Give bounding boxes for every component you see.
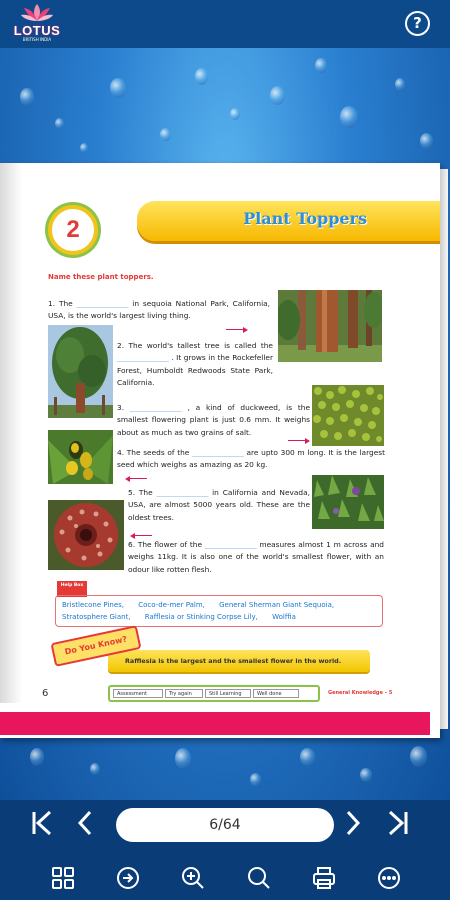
arrow-right-icon	[288, 438, 310, 444]
arrow-right-icon	[226, 327, 248, 333]
water-drop	[410, 746, 427, 767]
water-drop	[395, 78, 405, 91]
page-footer-bar	[0, 712, 430, 735]
book-title: General Knowledge – 5	[328, 690, 393, 696]
answer-blank: ______________	[156, 488, 209, 497]
water-drop	[420, 133, 433, 149]
help-button[interactable]	[405, 11, 430, 36]
page-navigation	[0, 800, 450, 854]
lotus-icon	[20, 3, 54, 23]
assessment-bar	[108, 685, 320, 702]
water-drop	[270, 86, 285, 105]
answer-blank: ______________	[204, 540, 257, 549]
first-page-icon	[30, 808, 56, 838]
coco-de-mer-photo	[48, 430, 113, 484]
zoom-in-button[interactable]	[181, 866, 205, 890]
tallest-tree-photo	[48, 325, 113, 418]
help-word: Stratosphere Giant,	[62, 613, 131, 621]
did-you-know-text: Rafflesia is the largest and the smallest flower in the world.	[125, 657, 342, 665]
answer-blank: ______________	[129, 403, 182, 412]
last-page-button[interactable]	[382, 808, 412, 846]
water-drop	[20, 88, 34, 106]
help-word: Bristlecone Pines,	[62, 601, 124, 609]
water-drop	[80, 143, 88, 153]
chapter-title: Plant Toppers	[243, 209, 367, 228]
help-word: Coco-de-mer Palm,	[138, 601, 205, 609]
answer-blank: ______________	[76, 299, 129, 308]
question-1: 1. The ______________ in sequoia National Park, California, USA, is the world's largest living thing.	[48, 299, 271, 321]
arrow-left-icon	[125, 476, 147, 482]
water-drop	[340, 106, 358, 128]
goto-icon	[116, 866, 140, 890]
grid-icon	[51, 866, 75, 890]
assessment-label: Assessment	[113, 689, 163, 698]
question-6: 6. The flower of the ______________ measures almost 1 m across and weighs 11kg. It is also one of the world's smallest flower, with an odour like rotten flesh.	[128, 540, 384, 574]
chevron-left-icon	[75, 808, 95, 838]
print-button[interactable]	[312, 866, 336, 890]
water-drop	[110, 78, 126, 98]
logo-subtext: BRITISH INDIA	[22, 37, 52, 42]
water-drop	[160, 128, 171, 141]
chapter-banner	[137, 201, 440, 241]
page-number: 6	[42, 688, 49, 699]
question-4: 4. The seeds of the ______________ are upto 300 m long. It is the largest seed which weighs as amazing as 20 kg.	[117, 448, 385, 470]
app-logo[interactable]	[10, 3, 64, 45]
zoom-in-icon	[181, 866, 205, 890]
search-button[interactable]	[247, 866, 271, 890]
assessment-well-done: Well done	[253, 689, 299, 698]
more-options-button[interactable]	[377, 866, 401, 890]
more-icon	[377, 866, 401, 890]
wolffia-photo	[312, 385, 384, 446]
page-edge	[440, 169, 448, 729]
giant-sequoia-photo	[278, 290, 382, 362]
goto-page-button[interactable]	[116, 866, 140, 890]
question-3: 3. ______________ , a kind of duckweed, is the smallest flowering plant is just 0.6 mm. It weighs about as much as two grains of salt.	[117, 403, 310, 437]
water-drop	[250, 773, 261, 786]
page-indicator[interactable]: 6/64	[116, 808, 334, 842]
search-icon	[247, 866, 271, 890]
water-drop	[195, 68, 208, 85]
answer-blank: ______________	[192, 448, 244, 457]
chapter-number: 2	[48, 205, 98, 255]
help-word: Wolffia	[272, 613, 296, 621]
water-drop	[230, 108, 240, 120]
bristlecone-pine-photo	[312, 475, 384, 529]
last-page-icon	[384, 808, 410, 838]
chevron-right-icon	[343, 808, 363, 838]
help-box	[55, 595, 383, 627]
did-you-know-badge: Do You Know?	[50, 625, 141, 667]
book-page[interactable]	[0, 163, 440, 738]
instruction-text: Name these plant toppers.	[48, 273, 154, 281]
page-fold	[0, 163, 22, 703]
print-icon	[312, 866, 336, 890]
question-2: 2. The world's tallest tree is called the ______________ . It grows in the Rockefeller Forest, Humboldt Redwoods State Park, California.	[117, 341, 273, 387]
water-drop	[175, 748, 191, 769]
help-word: Rafflesia or Stinking Corpse Lily,	[144, 613, 258, 621]
thumbnails-button[interactable]	[51, 866, 75, 890]
assessment-still-learning: Still Learning	[205, 689, 251, 698]
top-bar	[0, 0, 450, 48]
help-box-tag: Help Box	[57, 581, 87, 597]
water-drop	[90, 763, 100, 775]
assessment-try-again: Try again	[165, 689, 203, 698]
water-drop	[360, 768, 372, 782]
rafflesia-photo	[48, 500, 124, 570]
water-drop	[300, 748, 315, 766]
help-icon: ?	[413, 14, 422, 32]
bottom-toolbar	[0, 854, 450, 900]
water-drop	[55, 118, 64, 129]
help-word: General Sherman Giant Sequoia,	[219, 601, 335, 609]
water-drop	[315, 58, 327, 73]
question-5: 5. The ______________ in California and Nevada, USA, are almost 5000 years old. These are the oldest trees.	[128, 488, 310, 522]
water-drop	[30, 748, 44, 766]
previous-page-button[interactable]	[72, 808, 98, 846]
answer-blank: ______________	[117, 353, 169, 363]
next-page-button[interactable]	[340, 808, 366, 846]
logo-text: LOTUS	[13, 23, 61, 38]
first-page-button[interactable]	[28, 808, 58, 846]
